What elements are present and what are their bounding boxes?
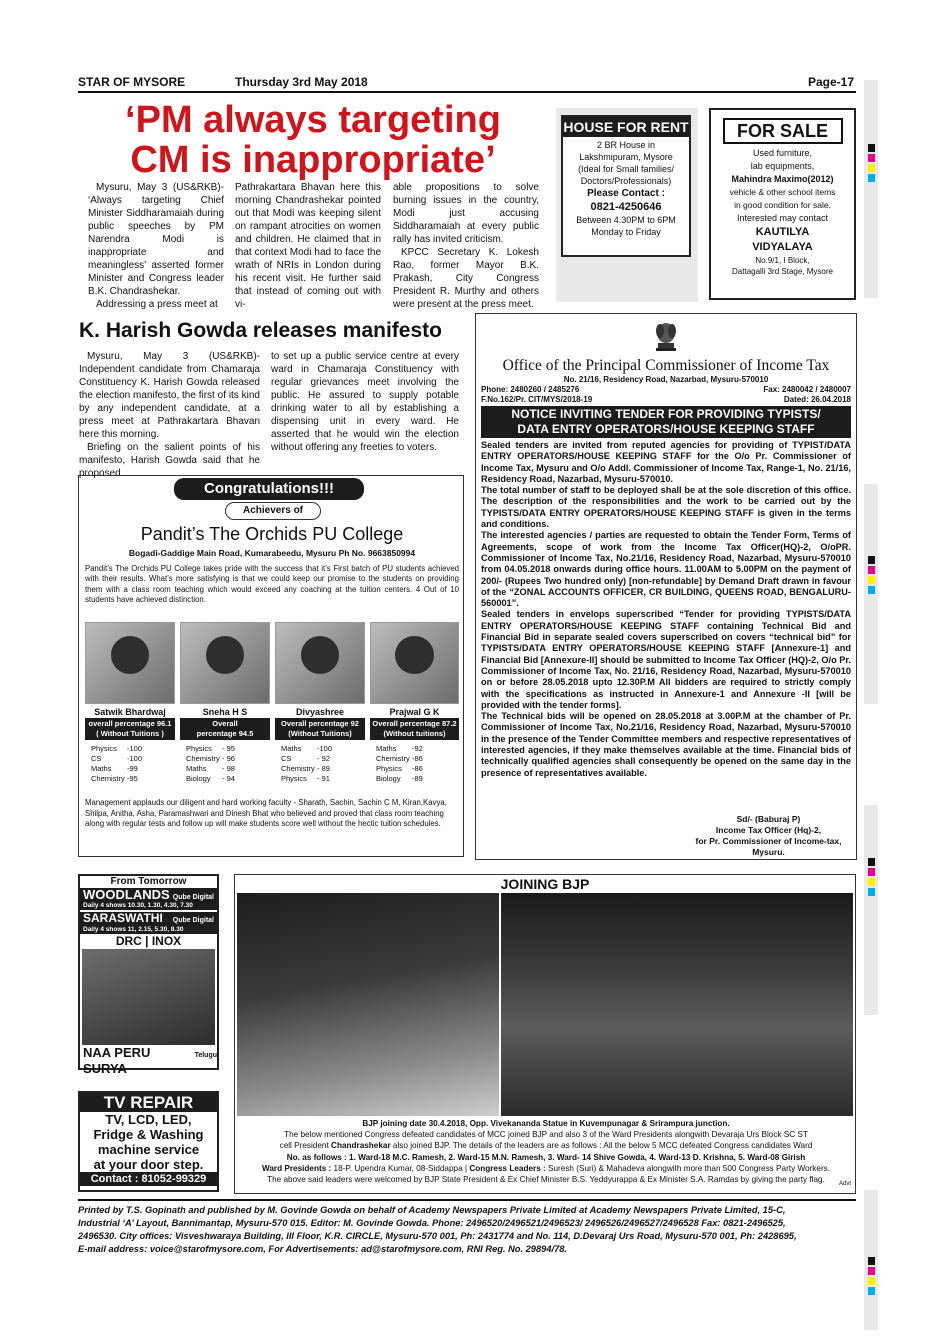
movie-ad	[78, 874, 219, 1076]
movie-poster-image	[82, 949, 215, 1045]
contact-number: Contact : 81052-99329	[80, 1172, 217, 1186]
margin-bar-left	[556, 266, 698, 302]
student-card	[180, 622, 270, 788]
ad-line: (Ideal for Small families/	[577, 164, 675, 174]
registration-mark	[868, 576, 875, 584]
issue-date: Thursday 3rd May 2018	[235, 75, 368, 89]
registration-mark	[868, 1277, 875, 1285]
caption-line: The above said leaders were welcomed by BJP State President & Ex Chief Minister B.S. Yeddyurappa & Ex Minister S.A. Ramdas by giving the party flag.	[267, 1175, 825, 1185]
caption-line: Ward Presidents : 18-P. Upendra Kumar, 08-Siddappa | Congress Leaders : Suresh (Suri) & Mahadeva alongwith more than 500 Congress Party Workers.	[261, 1163, 831, 1173]
ad-title: TV REPAIR	[80, 1093, 217, 1112]
bjp-caption	[239, 1118, 853, 1185]
house-for-rent-ad	[556, 108, 698, 266]
file-number: F.No.162/Pr. CIT/MYS/2018-19	[481, 395, 593, 404]
percentage-line: Overall	[212, 719, 238, 728]
student-card	[370, 622, 459, 788]
headline: K. Harish Gowda releases manifesto	[79, 319, 442, 342]
registration-mark	[868, 1287, 875, 1295]
margin-bar-low	[864, 805, 878, 1015]
paragraph: Sealed tenders in envelops superscribed “Tender for providing TYPISTS/DATA ENTRY OPERATORS/HOUSE KEEPING STAFF containing Technical Bid and Financial Bid in separate sealed covers superscribed on covers “technical bid” for TYPISTS/DATA ENTRY OPERATORS/HOUSE KEEPING STAFF [Annexure-1] and Financial Bid [Annexure-II] should be submitted to Income Tax Officer (HQ)-2, O/o Pr. Commissioner of Income Tax, No. 21/16, Residency Road, Nazarbad, Mysuru-570010 on or before 28.05.2018 upto 12.30P.M All bidders are required to strictly comply with the specifications as instructed in Annexure-1 and Annexure -II [will be provided with the tender forms].	[481, 609, 851, 710]
event-photo-crowd	[501, 893, 853, 1116]
ad-line: Lakshmipuram, Mysore	[579, 152, 673, 162]
percentage-line: Overall percentage 87.2	[372, 719, 457, 728]
ad-title: FOR SALE	[723, 118, 843, 144]
student-photo	[85, 622, 175, 704]
registration-mark	[868, 878, 875, 886]
ad-line: Doctors/Professionals)	[580, 176, 672, 186]
paragraph: Pathrakartara Bhavan here this morning Chandrashekar pointed out that Modi was keeping silent on rampant atrocities on women and children. He claimed that in that context Modi had to face the wrath of NRIs in London during his recent visit. He further said that instead of coming out with vi-	[235, 182, 381, 310]
show-times: Daily 4 shows 11, 2.15, 5.30, 8.30	[83, 926, 184, 933]
college-address: Bogadi-Gaddige Main Road, Kumarabeedu, Mysuru Ph No. 9663850994	[128, 548, 416, 558]
college-ad	[78, 475, 464, 857]
registration-mark	[868, 566, 875, 574]
margin-bar-mid	[864, 484, 878, 704]
congratulations-banner: Congratulations!!!	[174, 478, 364, 500]
percentage-line: (Without tuitions)	[383, 729, 446, 738]
ad-line: at your door step.	[93, 1157, 204, 1172]
theatre-name: DRC | INOX	[115, 934, 182, 948]
ad-line: Mahindra Maximo(2012)	[731, 174, 834, 184]
film-title: NAA PERU SURYA	[83, 1045, 151, 1076]
marks-row: CS - 92	[281, 754, 330, 763]
paragraph: Briefing on the salient points of his manifesto, Harish Gowda said that he proposed	[79, 442, 260, 479]
school-address: No.9/1, I Block,	[755, 256, 810, 265]
marks-row: Chemistry -86	[376, 754, 423, 763]
paragraph: Sealed tenders are invited from reputed agencies for providing of TYPIST/DATA ENTRY OPERATORS/HOUSE KEEPING STAFF for the O/o Pr. Commissioner of Income Tax, Mysuru and O/o Addl. Commissioner of Income Tax, Range-1, No. 21/16, Residency Road, Nazarbad, Mysuru-570010.	[481, 440, 851, 484]
marks-row: Biology -89	[376, 774, 423, 783]
contact-days: Monday to Friday	[591, 227, 661, 237]
from-tomorrow: From Tomorrow	[110, 876, 187, 887]
ad-line: Used furniture,	[752, 148, 813, 158]
ad-title: HOUSE FOR RENT	[563, 119, 689, 135]
margin-bar-top	[864, 80, 878, 298]
marks-row: Maths -92	[376, 744, 423, 753]
student-percentage	[370, 718, 459, 740]
signature-line: for Pr. Commissioner of Income-tax,	[695, 836, 842, 846]
student-percentage	[85, 718, 175, 740]
headline-line-2: CM is inappropriate’	[130, 139, 496, 181]
imprint-line: 2496530. City offices: Visveshwaraya Building, III Floor, K.R. CIRCLE, Mysuru-570 001, Ph: 2431774 and No. 114, D.Devaraj Urs Road, Mysuru-570 001, Ph: 2428695,	[78, 1231, 797, 1241]
caption-line: BJP joining date 30.4.2018, Opp. Vivekananda Statue in Kuvempunagar & Srirampura junction.	[362, 1119, 730, 1128]
film-language: Telugu	[194, 1052, 217, 1059]
tender-notice	[475, 313, 857, 860]
masthead-name: STAR OF MYSORE	[78, 75, 186, 89]
signature-line: Sd/- (Baburaj P)	[736, 814, 801, 824]
ad-line: vehicle & other school items	[729, 187, 836, 197]
file-row	[481, 395, 851, 405]
marks-row: Chemistry - 89	[281, 764, 330, 773]
signature-line: Income Tax Officer (Hq)-2,	[715, 825, 822, 835]
paragraph: Mysuru, May 3 (US&RKB)- Independent candidate from Chamaraja Constituency K. Harish Gowda released the election manifesto, the first of its kind by any independent candidate, at a press meet at Pathrakartara Bhavan here this morning.	[79, 351, 260, 440]
theatre-name: SARASWATHI	[83, 911, 163, 925]
footer-rule	[78, 1199, 856, 1201]
imprint	[78, 1204, 868, 1256]
marks-row: Biology - 94	[186, 774, 235, 783]
student-name: Divyashree	[295, 707, 345, 717]
registration-mark	[868, 174, 875, 182]
percentage-line: percentage 94.5	[196, 729, 254, 738]
registration-mark	[868, 154, 875, 162]
registration-mark	[868, 858, 875, 866]
school-name: VIDYALAYA	[752, 241, 813, 253]
marks-row: Chemistry - 96	[186, 754, 235, 763]
caption-line: cell President Chandrashekar also joined BJP. The details of the leaders are as follows : All the below 5 MCC defeated Congress candidates Ward	[279, 1141, 813, 1151]
office-fax: Fax: 2480042 / 2480007	[763, 385, 851, 394]
school-name: KAUTILYA	[755, 226, 810, 238]
header-rule	[78, 91, 856, 93]
contact-row	[481, 385, 851, 395]
registration-mark	[868, 1267, 875, 1275]
marks-table	[180, 740, 270, 784]
caption-line: The below mentioned Congress defeated candidates of MCC joined BJP and also 3 of the Ward Presidents alongwith Devaraja Urs Block SC ST	[284, 1130, 808, 1140]
paragraph: The total number of staff to be deployed shall be at the sole discretion of this office. The description of the responsibilities and the work to be carried out by the TYPISTS/DATA ENTRY OPERATORS/HOUSE KEEPING STAFF is given in the terms and conditions.	[481, 485, 851, 530]
percentage-line: (Without Tuitions)	[288, 729, 352, 738]
notice-date: Dated: 26.04.2018	[783, 395, 851, 404]
student-photo	[180, 622, 270, 704]
student-percentage	[180, 718, 270, 740]
registration-mark	[868, 1257, 875, 1265]
event-photo-leaders	[237, 893, 499, 1116]
marks-row: CS -100	[91, 754, 143, 763]
ad-line: 2 BR House in	[596, 140, 656, 150]
registration-mark	[868, 888, 875, 896]
signature-line: Mysuru.	[752, 847, 785, 857]
student-name: Satwik Bhardwaj	[94, 707, 166, 717]
paragraph: Mysuru, May 3 (US&RKB)- ‘Always targeting Chief Minister Siddharamaiah during public speeches by PM Narendra Modi is inappropriate and meaningless’ asserted former Minister and Congress leader B.K. Chandrashekar.	[88, 182, 224, 297]
marks-row: Physics - 95	[186, 744, 235, 753]
signature-block	[686, 814, 851, 858]
marks-table	[85, 740, 175, 784]
office-phone: Phone: 2480260 / 2485276	[481, 385, 580, 394]
ad-line: TV, LCD, LED,	[105, 1112, 192, 1127]
paragraph: to set up a public service centre at every ward in Chamaraja Constituency with regular grievances meet involving the public. He assured to supply potable drinking water to all by establishing a dispensing unit in every ward. He asserted that he would win the election without offering any freeties to voters.	[271, 351, 459, 453]
for-sale-ad	[709, 108, 856, 300]
registration-mark	[868, 868, 875, 876]
student-card	[85, 622, 175, 788]
marks-row: Physics - 91	[281, 774, 330, 783]
notice-banner	[481, 406, 851, 438]
page-number: Page-17	[808, 75, 855, 89]
registration-mark	[868, 164, 875, 172]
contact-timing: Between 4.30PM to 6PM	[576, 215, 676, 225]
theatre-tag: Qube Digital	[172, 894, 214, 901]
registration-mark	[868, 586, 875, 594]
ad-line: machine service	[97, 1142, 200, 1157]
pm-story-col-2	[235, 181, 381, 311]
marks-table	[370, 740, 459, 784]
percentage-line: ( Without Tuitions )	[96, 729, 164, 738]
house-for-rent-box	[561, 115, 691, 257]
office-address: No. 21/16, Residency Road, Nazarbad, Mysuru-570010	[563, 375, 769, 384]
student-name: Prajwal G K	[389, 707, 440, 717]
pm-story-col-1	[88, 181, 224, 311]
tv-repair-ad	[78, 1091, 219, 1192]
ad-line: in good condition for sale.	[734, 200, 831, 210]
marks-row: Physics -100	[91, 744, 143, 753]
pm-story-col-3	[393, 181, 539, 311]
marks-row: Chemistry -95	[91, 774, 138, 783]
paragraph: The Technical bids will be opened on 28.05.2018 at 3.00P.M at the chamber of Pr. Commissioner of Income Tax, No.21/16, Residency Road, Nazarbad, Mysuru-570010 in the presence of the Tender Committee members and respective representatives of interested agencies, if they make themselves available at the time. Financial bids of technically qualified agencies shall consequently be opened on the same day in the presence of representatives available.	[481, 711, 851, 778]
student-name: Sneha H S	[202, 707, 248, 717]
registration-mark	[868, 556, 875, 564]
caption-line: No. as follows : 1. Ward-18 M.C. Ramesh, 2. Ward-15 M.N. Ramesh, 3. Ward- 14 Shive Gowda, 4. Ward-13 D. Krishna, 5. Ward-08 Girish	[286, 1152, 806, 1162]
bjp-section	[234, 874, 856, 1194]
marks-table	[275, 740, 365, 784]
harish-story-col-1	[79, 350, 260, 480]
harish-story-col-2	[271, 350, 459, 454]
emblem-icon	[653, 317, 679, 353]
imprint-line: Industrial ‘A’ Layout, Bannimantap, Mysuru-570 015. Editor: M. Govinde Gowda. Phone: 2496520/2496521/2496523/ 2496526/2496527/2496528 Fax: 0821-2496525,	[78, 1218, 786, 1228]
theatre-name: WOODLANDS	[83, 887, 170, 902]
headline-line-1: ‘PM always targeting	[125, 99, 501, 141]
marks-row: Maths - 98	[186, 764, 235, 773]
percentage-line: Overall percentage 92	[281, 719, 359, 728]
percentage-line: overall percentage 96.1	[88, 719, 172, 728]
student-percentage	[275, 718, 365, 740]
student-photo	[275, 622, 365, 704]
marks-row: Maths -99	[91, 764, 138, 773]
banner-line: NOTICE INVITING TENDER FOR PROVIDING TYPISTS/	[511, 407, 821, 421]
office-title: Office of the Principal Commissioner of Income Tax	[502, 357, 830, 374]
achievers-label: Achievers of	[225, 502, 321, 520]
college-footer: Management applauds our diligent and hard working faculty - Sharath, Sachin, Sachin C M, Kiran,Kavya, Shilpa, Anitha, Asha, Paramashwari and Dinesh Bhat who believed and proved that class room teaching along with regular tests and follow up will make students score well without the hectic tuition schedules.	[85, 798, 447, 828]
marks-row: Physics -86	[376, 764, 423, 773]
student-photo	[370, 622, 459, 704]
contact-phone: 0821-4250646	[590, 201, 662, 213]
paragraph: able propositions to solve burning issues in the country, Modi just accusing Siddharamaiah at every public rally has invited criticism.	[393, 182, 539, 245]
theatre-tag: Qube Digital	[172, 917, 214, 924]
ad-line: Interested may contact	[736, 213, 829, 223]
show-times: Daily 4 shows 10.30, 1.30, 4.30, 7.30	[83, 902, 193, 909]
banner-line: DATA ENTRY OPERATORS/HOUSE KEEPING STAFF	[517, 422, 815, 436]
school-address: Dattagalli 3rd Stage, Mysore	[732, 267, 833, 276]
college-name: Pandit’s The Orchids PU College	[140, 524, 404, 544]
college-intro: Pandit’s The Orchids PU College takes pride with the success that it’s First batch of PU students achieved with their results. What’s more satisfying is that we could keep our promise to the students on providing them with a class room teaching which would exceed any coaching at the tuition centers. 4 Out of 10 students have achieved distinction.	[85, 564, 459, 604]
section-title: JOINING BJP	[500, 876, 590, 892]
marks-row: Maths -100	[281, 744, 333, 753]
advt-label: Advt	[838, 1181, 851, 1187]
ad-line: Fridge & Washing	[93, 1127, 204, 1142]
theatre-row	[80, 888, 217, 910]
imprint-line: E-mail address: voice@starofmysore.com, For Advertisements: ad@starofmysore.com, RNI Reg. No. 29894/78.	[78, 1244, 567, 1254]
registration-mark	[868, 144, 875, 152]
paragraph: Addressing a press meet at	[96, 299, 218, 310]
imprint-line: Printed by T.S. Gopinath and published by M. Govinde Gowda on behalf of Academy Newspapers Private Limited at Academy Newspapers Private Limited, 15-C,	[78, 1205, 786, 1215]
student-card	[275, 622, 365, 788]
paragraph: KPCC Secretary K. Lokesh Rao, former Mayor B.K. Prakash, City Congress President R. Murthy and others were present at the press meet.	[393, 247, 539, 310]
paragraph: The interested agencies / parties are requested to obtain the Tender Form, Terms of Agreements, scope of work from the Income Tax Officer(HQ)-2, O/oPR. Commissioner of Income Tax, No.21/16, Residency Road, Nazarbad, Mysuru-570010 from 04.05.2018 onwards during office hours. 11.00AM to 5.00PM on the payment of 200/- (Rupees Two hundred only) [non-refundable] by Demand Draft drawn in favour of the “ZONAL ACCOUNTS OFFICER, CR BUILDING, QUEENS ROAD, BENGALURU-560001”.	[481, 530, 851, 609]
theatre-row	[80, 912, 217, 934]
contact-label: Please Contact :	[587, 188, 665, 199]
ad-line: lab equipments,	[750, 161, 815, 171]
notice-body	[481, 440, 851, 779]
